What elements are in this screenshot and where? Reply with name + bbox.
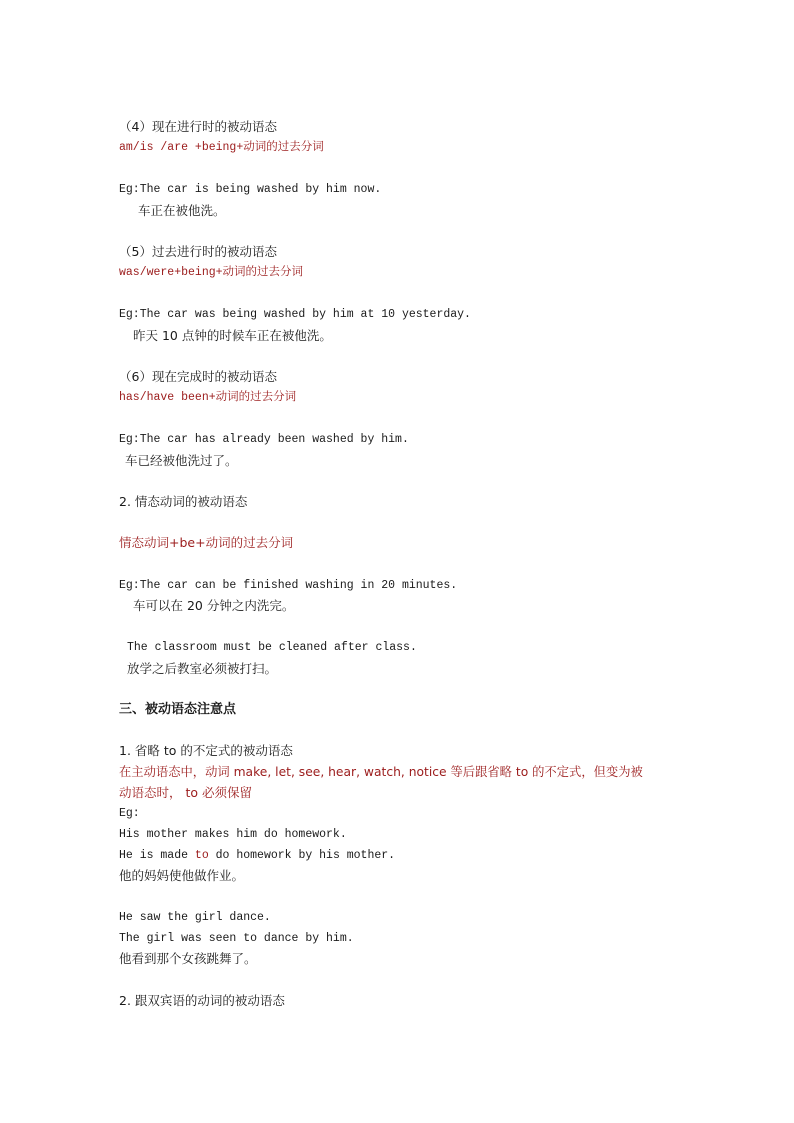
note1-ex1-passive-part-a: He is made	[119, 849, 195, 862]
note1-rule-line2: 动语态时， to 必须保留	[119, 785, 252, 800]
note1-ex1-passive-part-b: do homework by his mother.	[208, 849, 396, 862]
section-heading-present-progressive: （4）现在进行时的被动语态	[119, 119, 277, 134]
note2-heading: 2. 跟双宾语的动词的被动语态	[119, 993, 285, 1008]
example2-zh-modal: 放学之后教室必须被打扫。	[127, 661, 278, 676]
note1-ex1-passive-to: to	[194, 849, 209, 862]
example-zh-past-progressive: 昨天 10 点钟的时候车正在被他洗。	[133, 328, 332, 343]
section-heading-present-perfect: （6）现在完成时的被动语态	[119, 369, 277, 384]
example-en-present-perfect: Eg:The car has already been washed by him.	[119, 433, 409, 446]
note1-ex1-active: His mother makes him do homework.	[119, 828, 347, 841]
formula-modal-passive: 情态动词+be+动词的过去分词	[119, 535, 294, 550]
example-en-present-progressive: Eg:The car is being washed by him now.	[119, 183, 382, 196]
example-zh-present-perfect: 车已经被他洗过了。	[125, 453, 238, 468]
note1-rule-line1: 在主动语态中，动词 make, let, see, hear, watch, notice 等后跟省略 to 的不定式，但变为被	[119, 765, 643, 779]
example-en-past-progressive: Eg:The car was being washed by him at 10 yesterday.	[119, 308, 471, 321]
note1-ex2-zh: 他看到那个女孩跳舞了。	[119, 951, 257, 966]
example1-zh-modal: 车可以在 20 分钟之内洗完。	[133, 598, 295, 613]
note1-eg-label: Eg:	[119, 807, 140, 820]
formula-past-progressive: was/were+being+动词的过去分词	[119, 266, 304, 279]
note1-ex1-zh: 他的妈妈使他做作业。	[119, 868, 245, 883]
formula-present-progressive: am/is /are +being+动词的过去分词	[119, 141, 324, 154]
section-heading-modal-passive: 2. 情态动词的被动语态	[119, 494, 248, 509]
example1-en-modal: Eg:The car can be finished washing in 20 minutes.	[119, 579, 458, 592]
note1-ex2-passive: The girl was seen to dance by him.	[119, 932, 354, 945]
note1-ex2-active: He saw the girl dance.	[119, 911, 271, 924]
section-heading-past-progressive: （5）过去进行时的被动语态	[119, 244, 277, 259]
formula-present-perfect: has/have been+动词的过去分词	[119, 391, 297, 404]
part3-heading: 三、被动语态注意点	[119, 702, 237, 717]
note1-ex1-passive	[119, 847, 395, 865]
note1-heading: 1. 省略 to 的不定式的被动语态	[119, 743, 293, 758]
example2-en-modal: The classroom must be cleaned after class.	[127, 641, 417, 654]
example-zh-present-progressive: 车正在被他洗。	[138, 203, 226, 218]
